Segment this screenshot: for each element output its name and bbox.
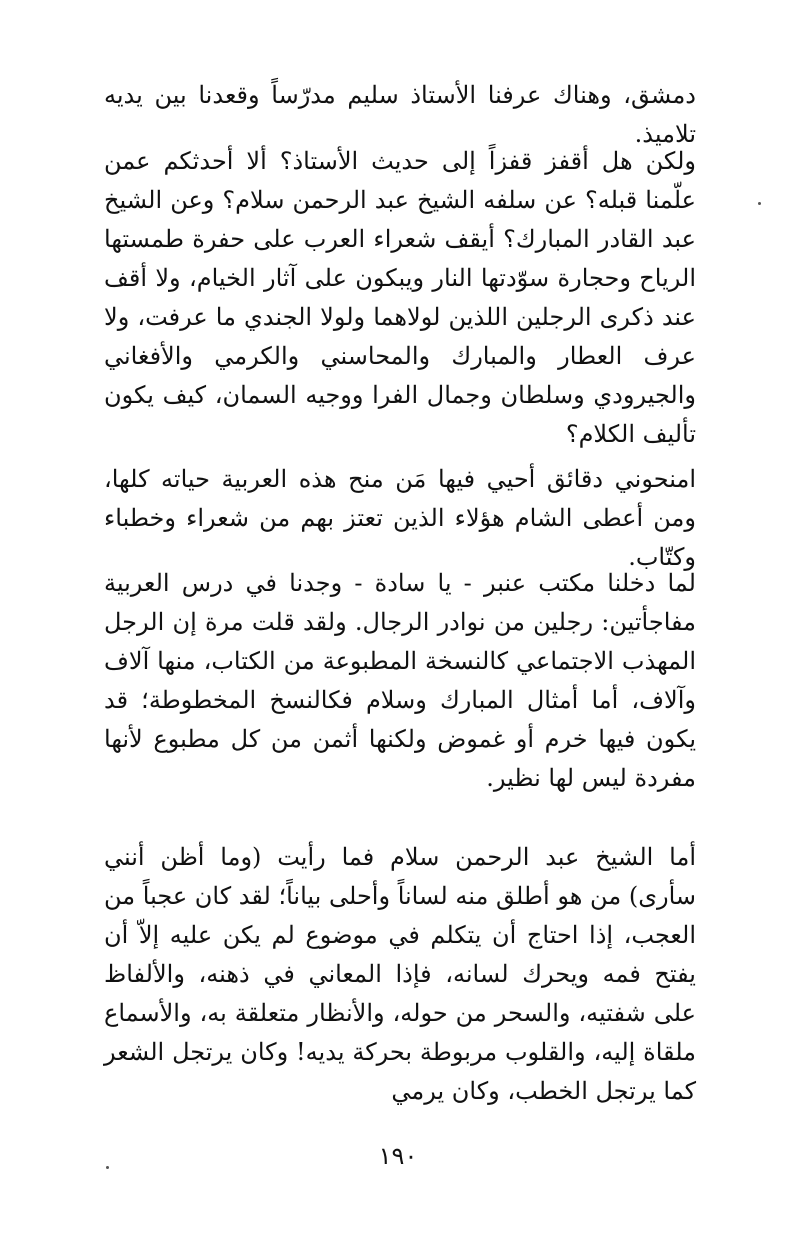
paragraph-sheikh-salam (104, 838, 696, 1111)
paragraph-tribute (104, 460, 696, 577)
scan-speck (106, 1166, 109, 1169)
paragraph-text: أما الشيخ عبد الرحمن سلام فما رأيت (وما أظن أنني سأرى) من هو أطلق منه لساناً وأحلى بياناً؛ لقد كان عجباً من العجب، إذا احتاج أن يتكلم في موضوع لم يكن عليه إلاّ أن يفتح فمه ويحرك لسانه، فإذا المعاني في ذهنه، والألفاظ على شفتيه، والسحر من حوله، والأنظار متعلقة به، والأسماع ملقاة إليه، والقلوب مربوطة بحركة يديه! وكان يرتجل الشعر كما يرتجل الخطب، وكان يرمي (104, 843, 696, 1105)
paragraph-anbar-school (104, 564, 696, 798)
paragraph-text: دمشق، وهناك عرفنا الأستاذ سليم مدرّساً وقعدنا بين يديه تلاميذ. (104, 81, 696, 148)
scan-speck (758, 202, 761, 205)
paragraph-text: لما دخلنا مكتب عنبر - يا سادة - وجدنا في درس العربية مفاجأتين: رجلين من نوادر الرجال. ولقد قلت مرة إن الرجل المهذب الاجتماعي كالنسخة المطبوعة من الكتاب، منها آلاف وآلاف، أما أمثال المبارك وسلام فكالنسخ المخطوطة؛ قد يكون فيها خرم أو غموض ولكنها أثمن من كل مطبوع لأنها مفردة ليس لها نظير. (104, 569, 696, 792)
paragraph-teachers (104, 142, 696, 454)
paragraph-text: امنحوني دقائق أحيي فيها مَن منح هذه العربية حياته كلها، ومن أعطى الشام هؤلاء الذين تعتز بهم من شعراء وخطباء وكتّاب. (104, 465, 696, 571)
page-number: ١٩٠ (378, 1142, 418, 1170)
paragraph-text: ولكن هل أقفز قفزاً إلى حديث الأستاذ؟ ألا أحدثكم عمن علّمنا قبله؟ عن سلفه الشيخ عبد الرحمن سلام؟ وعن الشيخ عبد القادر المبارك؟ أيقف شعراء العرب على حفرة طمستها الرياح وحجارة سوّدتها النار ويبكون على آثار الخيام، ولا أقف عند ذكرى الرجلين اللذين لولاهما ولولا الجندي ما عرفت، ولا عرف العطار والمبارك والمحاسني والكرمي والأفغاني والجيرودي وسلطان وجمال الفرا ووجيه السمان، كيف يكون تأليف الكلام؟ (104, 147, 696, 448)
